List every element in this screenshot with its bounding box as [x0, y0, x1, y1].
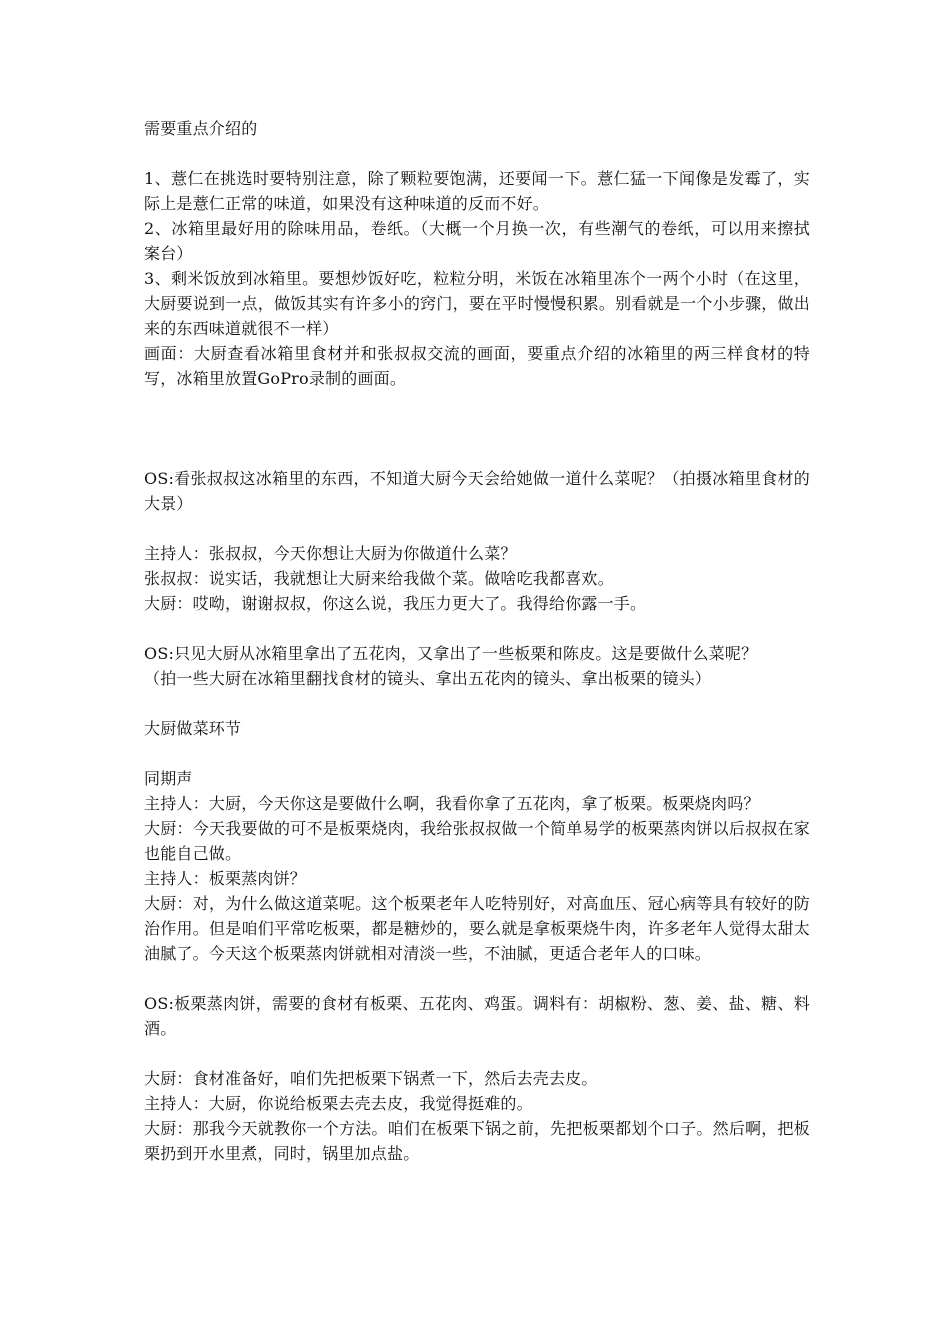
dialogue-line: 主持人：大厨，今天你这是要做什么啊，我看你拿了五花肉，拿了板栗。板栗烧肉吗？ — [144, 794, 760, 813]
spacer — [144, 741, 810, 766]
os-narration-1: OS:看张叔叔这冰箱里的东西，不知道大厨今天会给她做一道什么菜呢？（拍摄冰箱里食材的大景） — [144, 469, 810, 513]
spacer — [144, 141, 810, 166]
dialogue-line: 大厨：食材准备好，咱们先把板栗下锅煮一下，然后去壳去皮。 — [144, 1069, 598, 1088]
os-narration-2: OS:只见大厨从冰箱里拿出了五花肉，又拿出了一些板栗和陈皮。这是要做什么菜呢？ — [144, 644, 758, 663]
sync-sound-label: 同期声 — [144, 769, 193, 788]
spacer — [144, 966, 810, 991]
dialogue-line: 大厨：今天我要做的可不是板栗烧肉，我给张叔叔做一个简单易学的板栗蒸肉饼以后叔叔在家也能自己做。 — [144, 819, 810, 863]
dialogue-line: 主持人：大厨，你说给板栗去壳去皮，我觉得挺难的。 — [144, 1094, 533, 1113]
spacer — [144, 616, 810, 641]
dialogue-line: 主持人：板栗蒸肉饼？ — [144, 869, 307, 888]
spacer — [144, 516, 810, 541]
section-heading: 需要重点介绍的 — [144, 119, 258, 138]
spacer — [144, 1041, 810, 1066]
section-title: 大厨做菜环节 — [144, 719, 242, 738]
dialogue-line: 大厨：哎呦，谢谢叔叔，你这么说，我压力更大了。我得给你露一手。 — [144, 594, 647, 613]
dialogue-line: 主持人：张叔叔，今天你想让大厨为你做道什么菜？ — [144, 544, 517, 563]
dialogue-line: 张叔叔：说实话，我就想让大厨来给我做个菜。做啥吃我都喜欢。 — [144, 569, 614, 588]
point-1: 1、薏仁在挑选时要特别注意，除了颗粒要饱满，还要闻一下。薏仁猛一下闻像是发霉了，实际上是薏仁正常的味道，如果没有这种味道的反而不好。 — [144, 169, 810, 213]
os-narration-3: OS:板栗蒸肉饼，需要的食材有板栗、五花肉、鸡蛋。调料有：胡椒粉、葱、姜、盐、糖、料酒。 — [144, 994, 810, 1038]
dialogue-line: 大厨：那我今天就教你一个方法。咱们在板栗下锅之前，先把板栗都划个口子。然后啊，把板栗扔到开水里煮，同时，锅里加点盐。 — [144, 1119, 810, 1163]
point-3: 3、剩米饭放到冰箱里。要想炒饭好吃，粒粒分明，米饭在冰箱里冻个一两个小时（在这里，大厨要说到一点，做饭其实有许多小的窍门，要在平时慢慢积累。别看就是一个小步骤，做出来的东西味道就很不一样） — [144, 269, 810, 338]
scene-description: 画面：大厨查看冰箱里食材并和张叔叔交流的画面，要重点介绍的冰箱里的两三样食材的特写，冰箱里放置GoPro录制的画面。 — [144, 344, 810, 388]
spacer — [144, 391, 810, 466]
point-2: 2、冰箱里最好用的除味用品，卷纸。（大概一个月换一次，有些潮气的卷纸，可以用来擦拭案台） — [144, 219, 810, 263]
document-body — [144, 116, 810, 1166]
dialogue-line: 大厨：对，为什么做这道菜呢。这个板栗老年人吃特别好，对高血压、冠心病等具有较好的防治作用。但是咱们平常吃板栗，都是糖炒的，要么就是拿板栗烧牛肉，许多老年人觉得太甜太油腻了。今天这个板栗蒸肉饼就相对清淡一些，不油腻，更适合老年人的口味。 — [144, 894, 810, 963]
spacer — [144, 691, 810, 716]
os-narration-2-note: （拍一些大厨在冰箱里翻找食材的镜头、拿出五花肉的镜头、拿出板栗的镜头） — [144, 669, 712, 688]
